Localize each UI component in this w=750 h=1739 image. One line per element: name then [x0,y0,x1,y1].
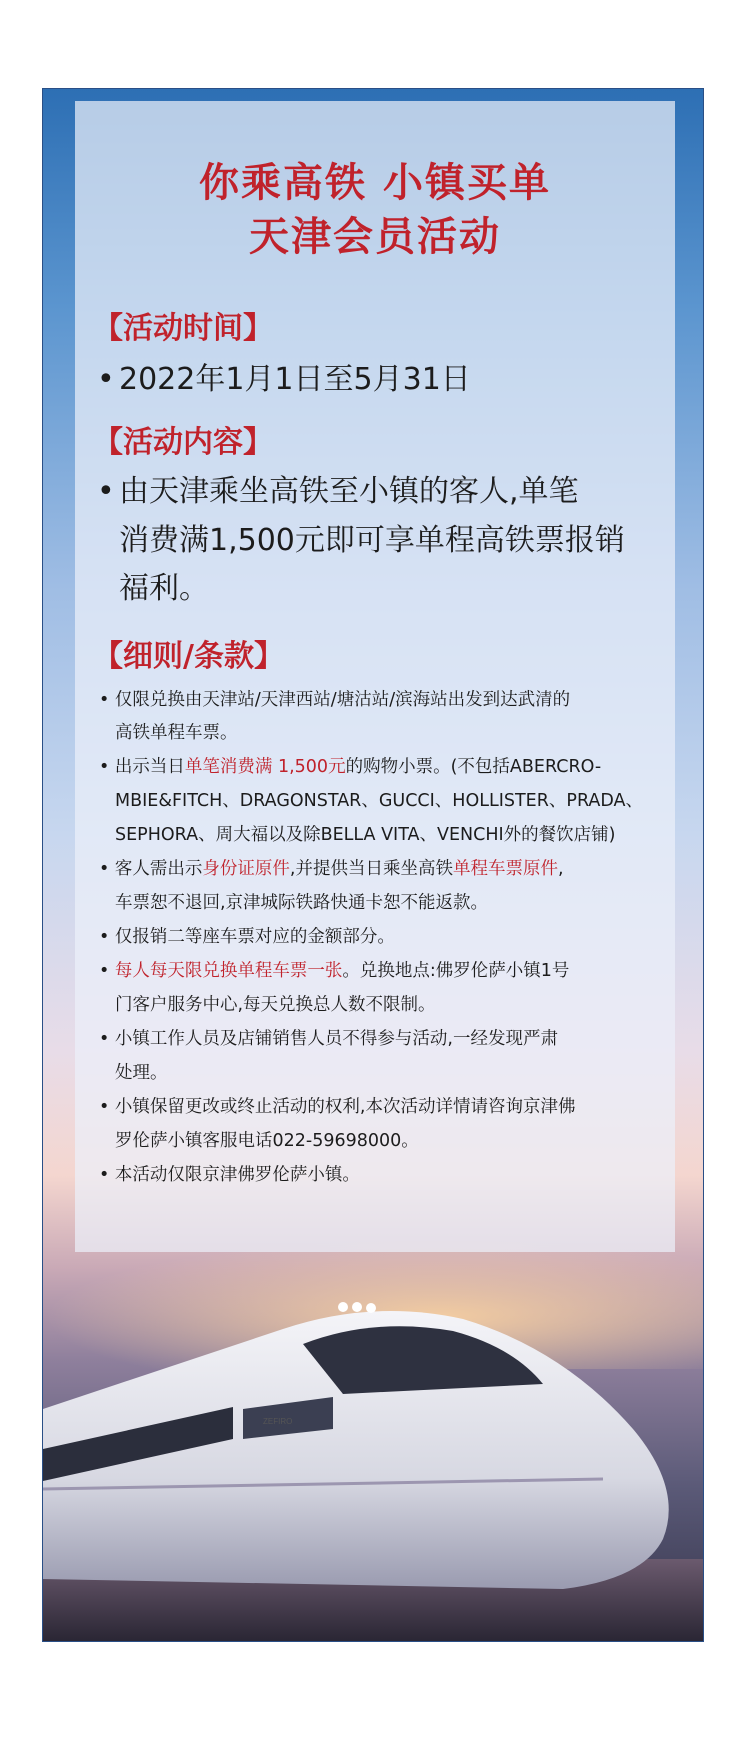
term-text: 小镇工作人员及店铺销售人员不得参与活动,一经发现严肃 [114,1029,558,1049]
terms-heading: 【细则/条款】 [93,639,284,674]
content-heading: 【活动内容】 [93,425,273,460]
term-highlight: 每人每天限兑换单程车票一张 [114,961,343,981]
term-text: 出示当日 [114,757,185,777]
title-line-1: 你乘高铁 小镇买单 [199,160,551,206]
term-text: 本活动仅限京津佛罗伦萨小镇。 [114,1165,360,1185]
time-text: 2022年1月1日至5月31日 [119,362,471,397]
term-text: 小镇保留更改或终止活动的权利,本次活动详情请咨询京津佛 [114,1097,576,1117]
bullet: • [99,961,110,981]
time-heading: 【活动时间】 [93,311,273,346]
train-headlight [338,1302,348,1312]
term-text: 的购物小票。(不包括ABERCRO- [345,757,602,777]
train-headlight [352,1302,362,1312]
content-line-2: 消费满1,500元即可享单程高铁票报销 [119,523,625,558]
content-line-3: 福利。 [119,571,209,606]
term-highlight: 单程车票原件 [452,859,558,879]
term-7-line-2: 罗伦萨小镇客服电话022-59698000。 [115,1131,419,1151]
term-text: ,并提供当日乘坐高铁 [289,859,453,879]
poster [42,88,704,1642]
content-text-1: 由天津乘坐高铁至小镇的客人,单笔 [119,474,579,509]
term-2-line-2: MBIE&FITCH、DRAGONSTAR、GUCCI、HOLLISTER、PRADA、 [115,791,644,811]
term-text: 客人需出示 [114,859,203,879]
time-item [97,354,471,398]
term-2-line-1 [99,753,601,778]
info-panel [75,101,675,1252]
train-headlight [366,1303,376,1313]
bullet: • [99,1097,110,1117]
content-line-1 [97,466,579,510]
term-3-line-2: 车票恕不退回,京津城际铁路快通卡恕不能返款。 [115,893,489,913]
term-4 [99,923,395,948]
term-7-line-1 [99,1093,575,1118]
term-1-line-2: 高铁单程车票。 [115,723,238,743]
term-5-line-2: 门客户服务中心,每天兑换总人数不限制。 [115,995,436,1015]
bullet: • [99,690,110,710]
term-highlight: 身份证原件 [202,859,290,879]
term-text: 。兑换地点:佛罗伦萨小镇1号 [342,961,570,981]
term-1-line-1 [99,686,570,711]
term-5-line-1 [99,957,569,982]
term-text: , [557,859,564,879]
term-3-line-1 [99,855,564,880]
bullet: • [99,757,110,777]
bullet: • [97,362,115,397]
term-text: 仅报销二等座车票对应的金额部分。 [114,927,395,947]
bullet: • [99,927,110,947]
title-line-2: 天津会员活动 [249,214,501,260]
term-6-line-2: 处理。 [115,1063,168,1083]
bullet: • [99,1165,110,1185]
bullet: • [97,474,115,509]
term-highlight: 单笔消费满 1,500元 [184,757,346,777]
bullet: • [99,859,110,879]
term-6-line-1 [99,1025,558,1050]
train-logo: ZEFIRO [263,1417,293,1426]
high-speed-train-illustration [43,1289,703,1641]
bullet: • [99,1029,110,1049]
term-2-line-3: SEPHORA、周大福以及除BELLA VITA、VENCHI外的餐饮店铺) [115,825,616,845]
term-8 [99,1161,360,1186]
term-text: 仅限兑换由天津站/天津西站/塘沽站/滨海站出发到达武清的 [114,690,571,710]
